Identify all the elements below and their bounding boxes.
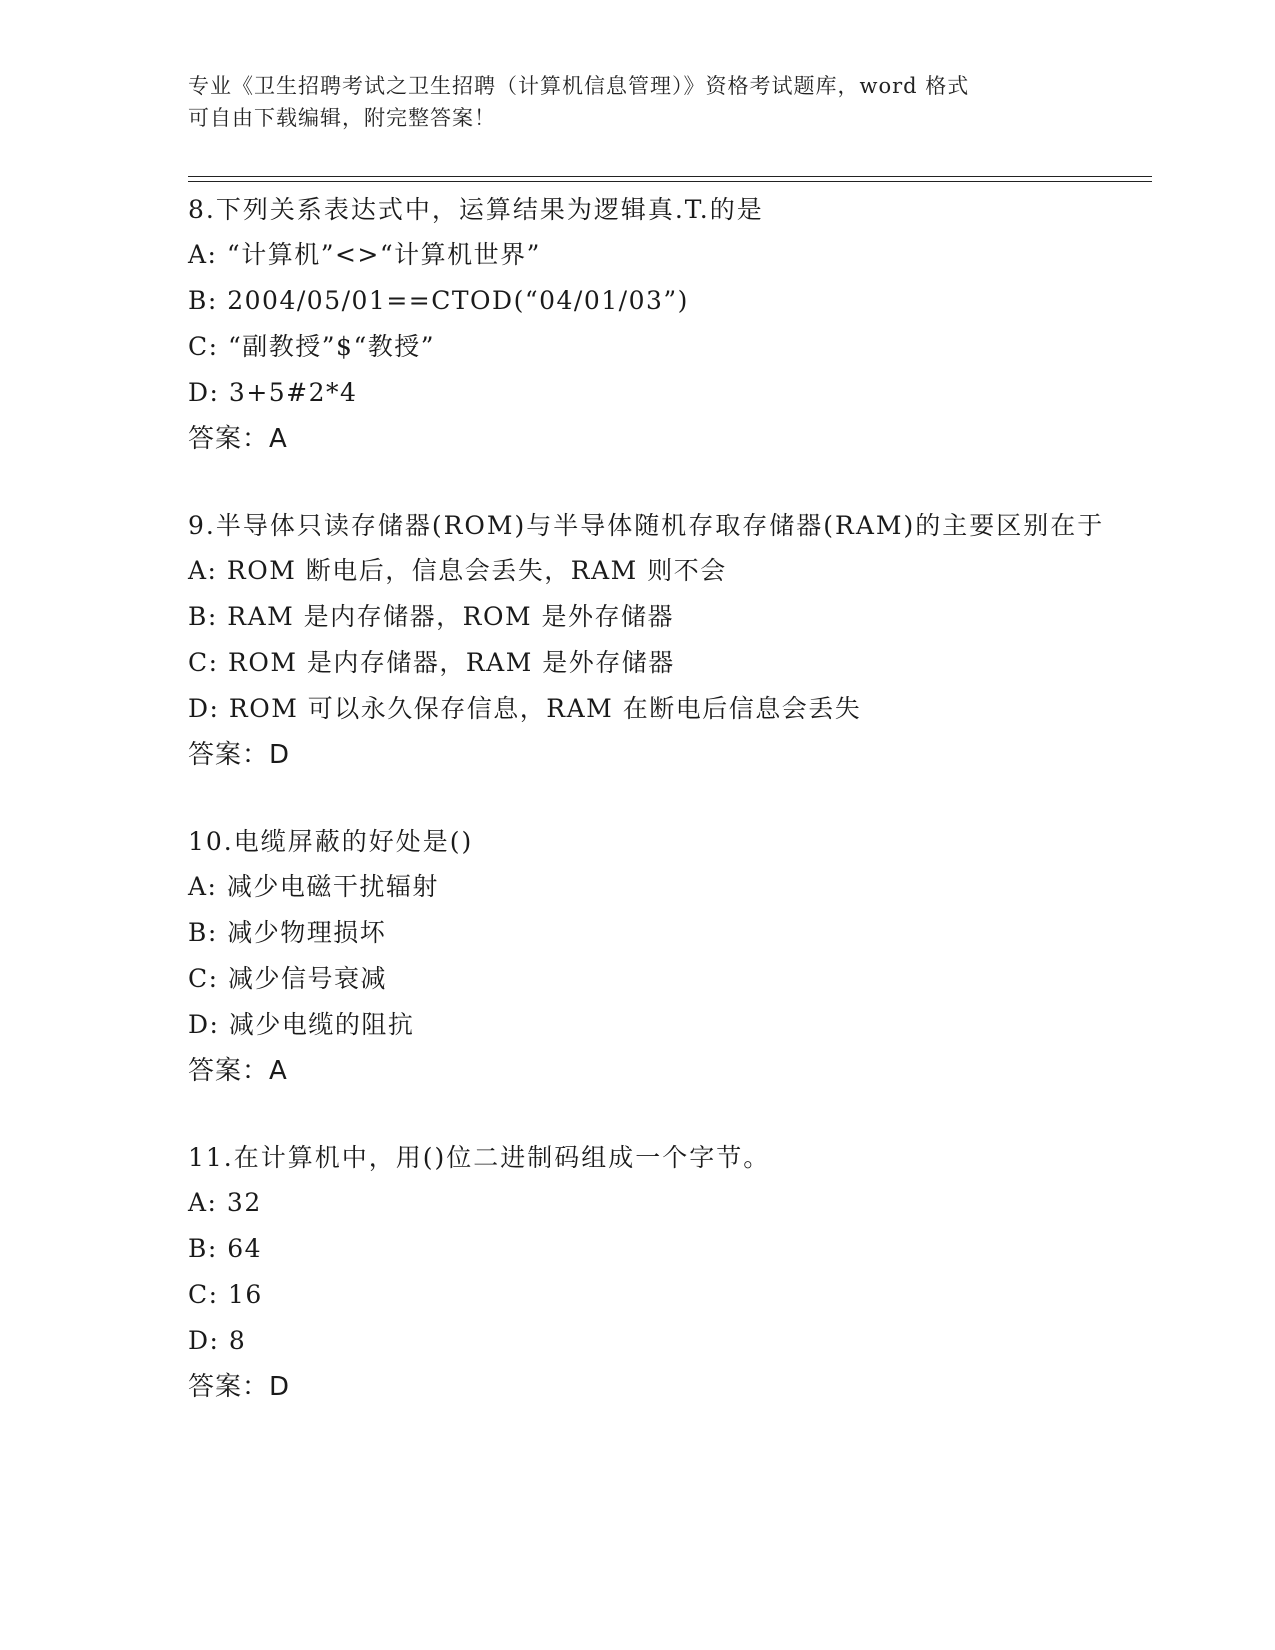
option-b: B: RAM 是内存储器，ROM 是外存储器 bbox=[188, 602, 675, 631]
document-header bbox=[188, 70, 1088, 134]
option-c: C: ROM 是内存储器，RAM 是外存储器 bbox=[188, 648, 675, 677]
answer-line: 答案：D bbox=[188, 740, 291, 770]
option-d: D: 3+5#2*4 bbox=[188, 378, 358, 407]
question-11 bbox=[188, 1136, 1118, 1410]
answer-line: 答案：A bbox=[188, 1056, 288, 1086]
header-line-2: 可自由下载编辑，附完整答案！ bbox=[188, 106, 496, 130]
question-9 bbox=[188, 504, 1118, 778]
question-stem: 9.半导体只读存储器(ROM)与半导体随机存取存储器(RAM)的主要区别在于 bbox=[188, 511, 1105, 540]
option-a: A: “计算机”<>“计算机世界” bbox=[188, 240, 541, 269]
header-divider-bottom bbox=[188, 181, 1152, 182]
option-c: C: 16 bbox=[188, 1280, 263, 1309]
question-8 bbox=[188, 188, 1118, 462]
header-divider-top bbox=[188, 176, 1152, 177]
option-a: A: 32 bbox=[188, 1188, 262, 1217]
question-10 bbox=[188, 820, 1118, 1094]
option-a: A: 减少电磁干扰辐射 bbox=[188, 872, 439, 901]
option-c: C: 减少信号衰减 bbox=[188, 964, 387, 993]
question-stem: 8.下列关系表达式中，运算结果为逻辑真.T.的是 bbox=[188, 195, 764, 224]
question-list bbox=[188, 188, 1118, 1452]
header-line-1: 专业《卫生招聘考试之卫生招聘（计算机信息管理）》资格考试题库，word 格式 bbox=[188, 74, 970, 98]
option-c: C: “副教授”$“教授” bbox=[188, 332, 436, 361]
answer-line: 答案：D bbox=[188, 1372, 291, 1402]
option-b: B: 64 bbox=[188, 1234, 263, 1263]
question-stem: 11.在计算机中，用()位二进制码组成一个字节。 bbox=[188, 1143, 771, 1172]
option-d: D: ROM 可以永久保存信息，RAM 在断电后信息会丢失 bbox=[188, 694, 862, 723]
answer-line: 答案：A bbox=[188, 424, 288, 454]
option-a: A: ROM 断电后，信息会丢失，RAM 则不会 bbox=[188, 556, 727, 585]
option-b: B: 2004/05/01==CTOD(“04/01/03”) bbox=[188, 286, 689, 315]
question-stem: 10.电缆屏蔽的好处是() bbox=[188, 827, 474, 856]
option-d: D: 8 bbox=[188, 1326, 247, 1355]
option-b: B: 减少物理损坏 bbox=[188, 918, 387, 947]
option-d: D: 减少电缆的阻抗 bbox=[188, 1010, 415, 1039]
